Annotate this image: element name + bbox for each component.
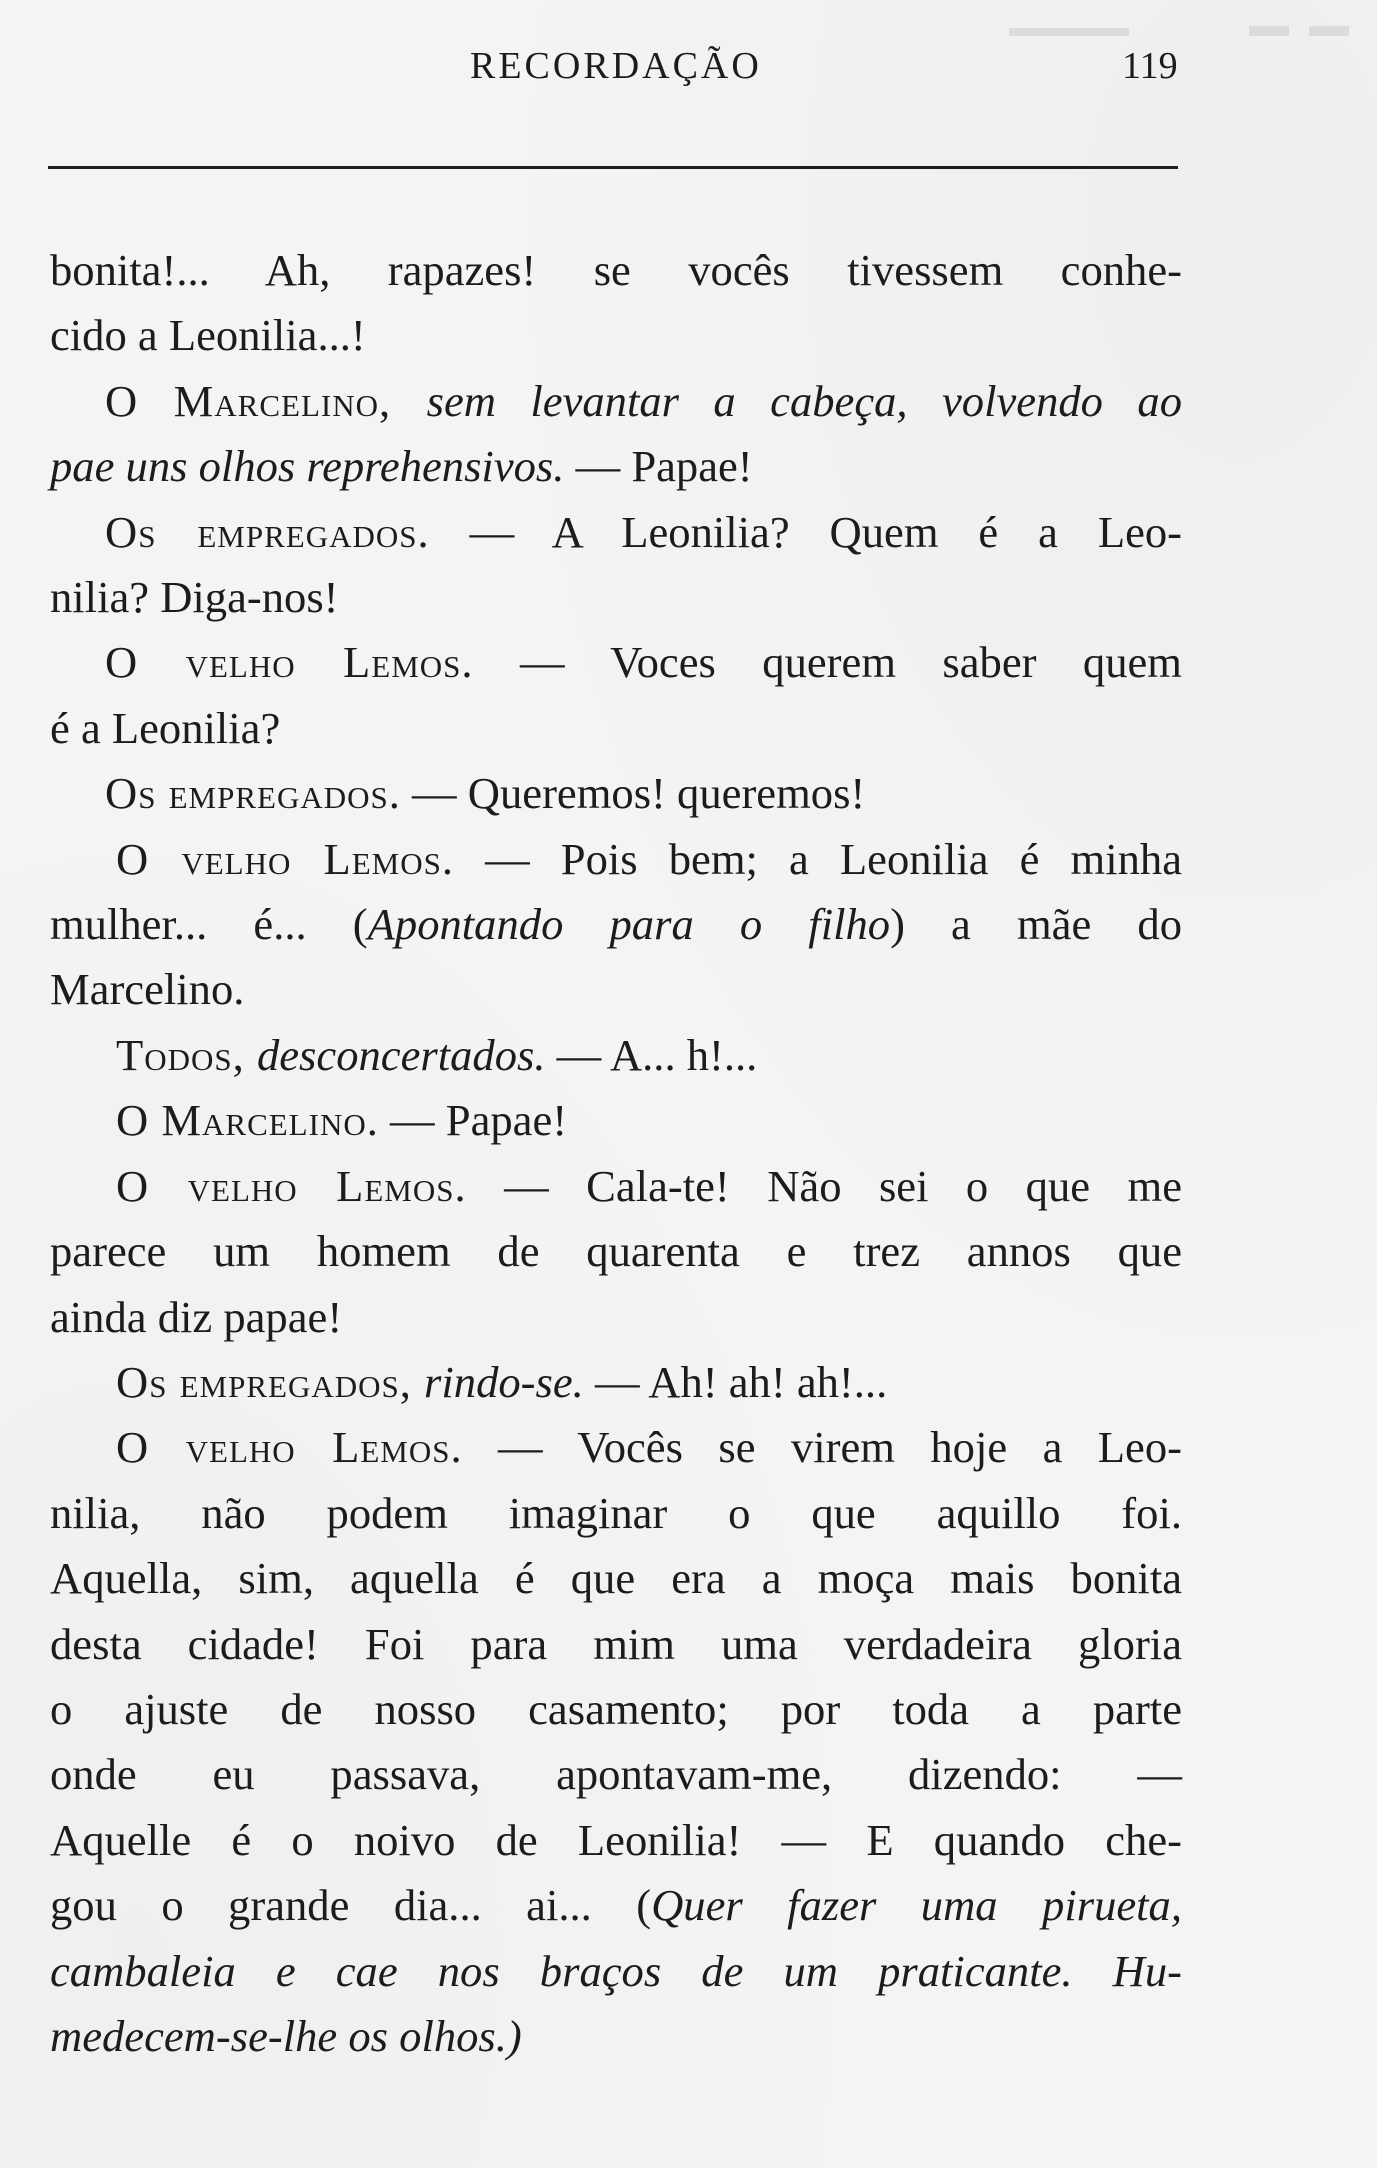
- dialogue-speech: gou o grande dia... ai... (: [50, 1880, 652, 1931]
- text-line-1: bonita!... Ah, rapazes! se vocês tivessem conhe-: [50, 245, 1182, 295]
- text-line-23: o ajuste de nosso casamento; por toda a parte: [50, 1683, 1182, 1734]
- text-line-6: nilia? Diga-nos!: [50, 572, 339, 623]
- stage-direction: sem levantar a cabeça, volvendo ao: [426, 375, 1183, 426]
- stage-direction: rindo-se.: [424, 1356, 584, 1407]
- text-line-16: parece um homem de quarenta e trez annos que: [50, 1226, 1182, 1277]
- text-line-26: [50, 1873, 1182, 1938]
- stage-direction: pae uns olhos reprehensivos.: [50, 441, 565, 492]
- text-line-24: onde eu passava, apontavam-me, dizendo: —: [50, 1749, 1182, 1800]
- dialogue-text: [50, 238, 1182, 2069]
- speaker-marcelino: O Marcelino.: [116, 1095, 379, 1146]
- dialogue-speech: ) a mãe do: [890, 899, 1182, 950]
- running-title: RECORDAÇÃO: [470, 45, 762, 87]
- dialogue-speech: — Papae!: [378, 1095, 568, 1146]
- text-line-11: [50, 892, 1182, 957]
- text-line-17: ainda diz papae!: [50, 1291, 343, 1342]
- text-line-19: [50, 1415, 1182, 1480]
- dialogue-speech: — A Leonilia? Quem é a Leo-: [429, 506, 1183, 557]
- text-line-5: [50, 500, 1182, 565]
- text-line-28: medecem-se-lhe os olhos.): [50, 2010, 522, 2061]
- text-line-25: Aquelle é o noivo de Leonilia! — E quando che-: [50, 1814, 1182, 1865]
- text-line-18: [50, 1350, 1182, 1415]
- speaker-empregados: Os empregados.: [105, 768, 401, 819]
- page-number: 119: [1122, 45, 1178, 87]
- stage-direction: desconcertados.: [256, 1029, 546, 1080]
- speaker-marcelino: O Marcelino,: [105, 375, 427, 426]
- speaker-todos: Todos,: [116, 1029, 257, 1080]
- text-line-9: [50, 761, 1182, 826]
- bleed-through-texture: [999, 8, 1359, 58]
- text-line-14: [50, 1088, 1182, 1153]
- text-line-8: é a Leonilia?: [50, 702, 281, 753]
- text-line-10: [50, 827, 1182, 892]
- text-line-27: cambaleia e cae nos braços de um praticante. Hu-: [50, 1945, 1182, 1996]
- text-line-7: [50, 630, 1182, 695]
- speaker-velho-lemos: O velho Lemos.: [116, 1422, 463, 1473]
- header-rule: [48, 166, 1178, 169]
- dialogue-speech: mulher... é... (: [50, 899, 368, 950]
- text-line-15: [50, 1154, 1182, 1219]
- stage-direction: Apontando para o filho: [367, 899, 891, 950]
- text-line-22: desta cidade! Foi para mim uma verdadeira gloria: [50, 1618, 1182, 1669]
- text-line-2: cido a Leonilia...!: [50, 310, 366, 361]
- dialogue-speech: — Queremos! queremos!: [400, 768, 866, 819]
- stage-direction: Quer fazer uma pirueta,: [651, 1880, 1182, 1931]
- text-line-3: [50, 369, 1182, 434]
- text-line-13: [50, 1023, 1182, 1088]
- dialogue-speech: — A... h!...: [545, 1029, 758, 1080]
- text-line-4: [50, 434, 1182, 499]
- dialogue-speech: — Cala-te! Não sei o que me: [466, 1160, 1182, 1211]
- dialogue-speech: — Papae!: [564, 441, 753, 492]
- dialogue-speech: — Voces querem saber quem: [473, 637, 1182, 688]
- speaker-velho-lemos: O velho Lemos.: [116, 1160, 467, 1211]
- speaker-velho-lemos: O velho Lemos.: [116, 833, 454, 884]
- text-line-21: Aquella, sim, aquella é que era a moça mais bonita: [50, 1553, 1182, 1604]
- speaker-velho-lemos: O velho Lemos.: [105, 637, 474, 688]
- speaker-empregados: Os empregados.: [105, 506, 430, 557]
- dialogue-speech: — Pois bem; a Leonilia é minha: [453, 833, 1182, 884]
- text-line-20: nilia, não podem imaginar o que aquillo foi.: [50, 1487, 1182, 1538]
- dialogue-speech: — Ah! ah! ah!...: [583, 1356, 888, 1407]
- dialogue-speech: — Vocês se virem hoje a Leo-: [462, 1422, 1182, 1473]
- text-line-12: Marcelino.: [50, 964, 245, 1015]
- speaker-empregados: Os empregados,: [116, 1356, 425, 1407]
